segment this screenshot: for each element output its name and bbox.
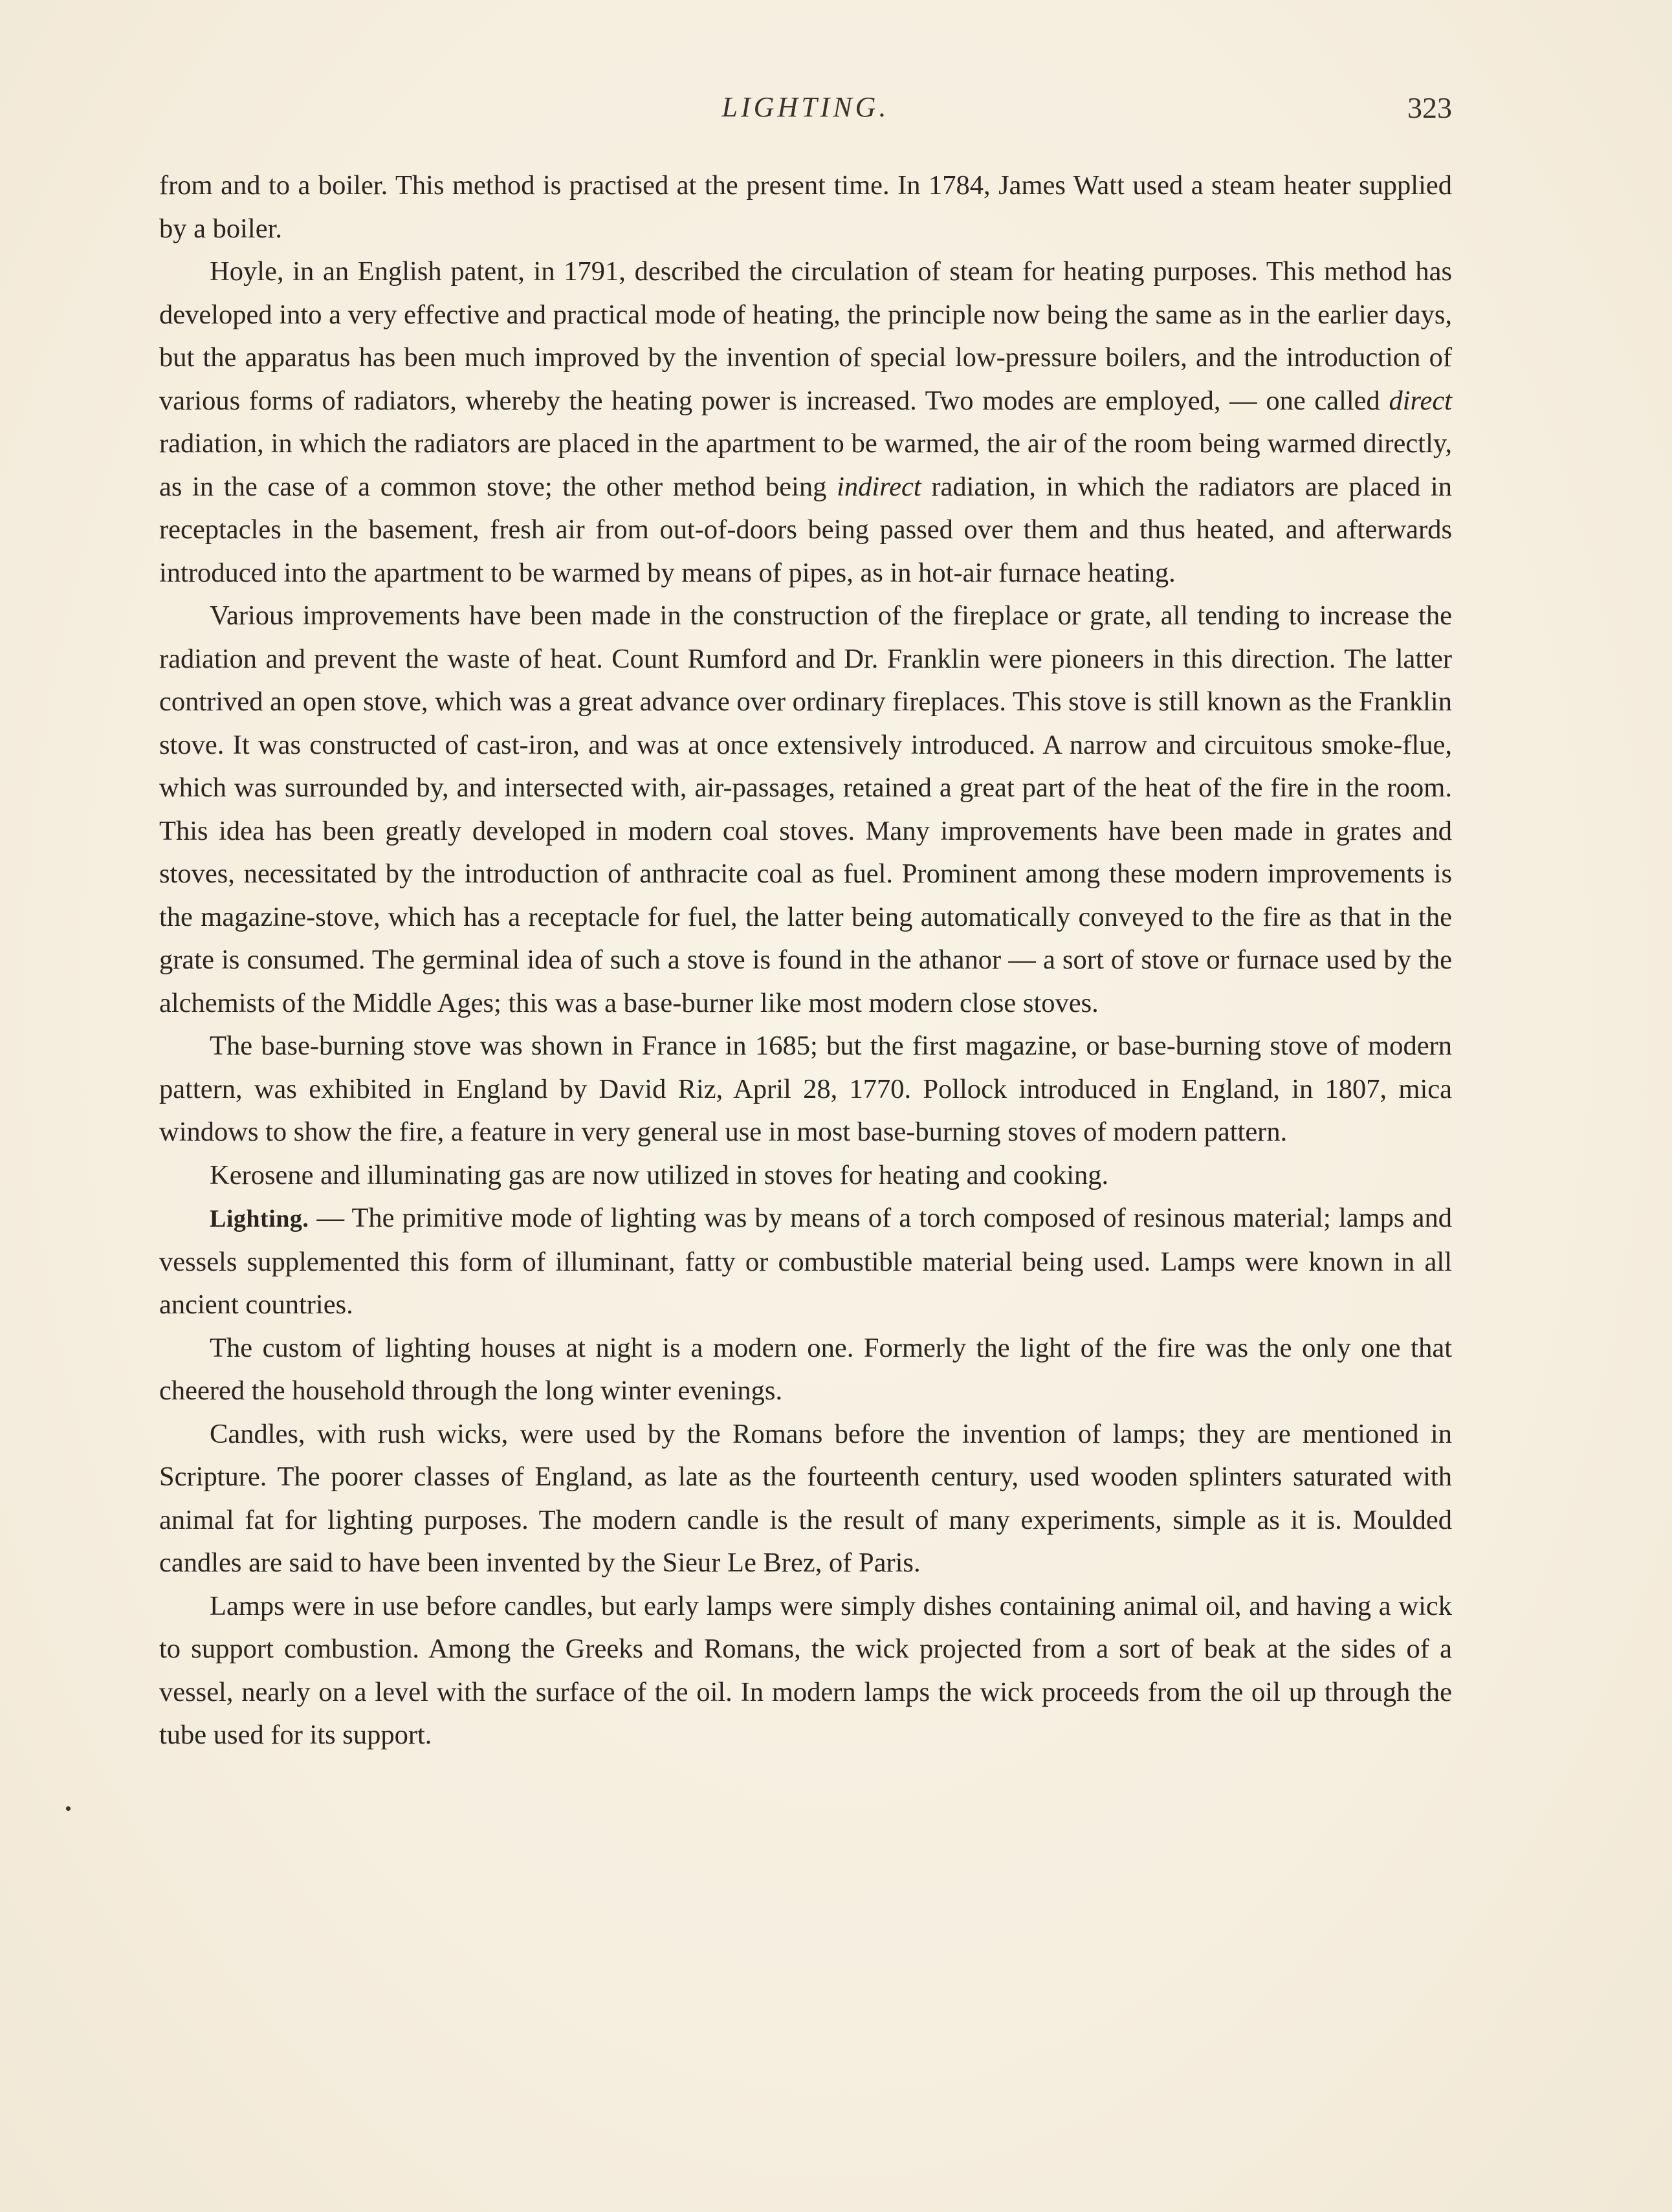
ink-speck xyxy=(66,1806,71,1811)
italic-term-direct: direct xyxy=(1389,385,1452,416)
paragraph-lighting xyxy=(159,1197,1452,1327)
running-title: LIGHTING. xyxy=(721,91,890,123)
paragraph-lamps: Lamps were in use before candles, but early lamps were simply dishes containing animal oil, and having a wick to support combustion. Among the Greeks and Romans, the wick projected from a sort of beak at the sides of a vessel, nearly on a level with the surface of the oil. In modern lamps the wick proceeds from the oil up through the tube used for its support. xyxy=(159,1590,1452,1750)
run-in-heading-lighting: Lighting. xyxy=(210,1205,309,1232)
paragraph-base-burning-stove: The base-burning stove was shown in France in 1685; but the first magazine, or base-burning stove of modern pattern, was exhibited in England by David Riz, April 28, 1770. Pollock introduced in England, in 1807, mica windows to show the fire, a feature in very general use in most base-burning stoves of modern pattern. xyxy=(159,1031,1452,1147)
body-text xyxy=(159,164,1452,1757)
paragraph-kerosene-gas: Kerosene and illuminating gas are now utilized in stoves for heating and cooking. xyxy=(210,1159,1109,1190)
paragraph-lighting-houses: The custom of lighting houses at night is a modern one. Formerly the light of the fire was the only one that cheered the household through the long winter evenings. xyxy=(159,1332,1452,1406)
italic-term-indirect: indirect xyxy=(837,471,921,502)
paragraph-fireplace-improvements: Various improvements have been made in the construction of the fireplace or grate, all tending to increase the radiation and prevent the waste of heat. Count Rumford and Dr. Franklin were pioneers in this direction. The latter contrived an open stove, which was a great advance over ordinary fireplaces. This stove is still known as the Franklin stove. It was constructed of cast-iron, and was at once extensively introduced. A narrow and circuitous smoke-flue, which was surrounded by, and intersected with, air-passages, retained a great part of the heat of the fire in the room. This idea has been greatly developed in modern coal stoves. Many improvements have been made in grates and stoves, necessitated by the introduction of anthracite coal as fuel. Prominent among these modern improvements is the magazine-stove, which has a receptacle for fuel, the latter being automatically conveyed to the fire as that in the grate is consumed. The germinal idea of such a stove is found in the athanor — a sort of stove or furnace used by the alchemists of the Middle Ages; this was a base-burner like most modern close stoves. xyxy=(159,600,1452,1018)
paragraph-text: — The primitive mode of lighting was by means of a torch composed of resinous material; lamps and vessels supplemented this form of illuminant, fatty or combustible material being used. Lamps were known in all ancient countries. xyxy=(159,1203,1452,1320)
paragraph-text: radiation, in which the radiators are placed in receptacles in the basement, fresh air from out-of-doors being passed over them and thus heated, and afterwards introduced into the apartment to be warmed by means of pipes, as in hot-air furnace heating. xyxy=(159,471,1452,588)
paragraph-hoyle-steam-heating xyxy=(159,250,1452,595)
page-number: 323 xyxy=(1407,91,1452,124)
paragraph-text: Hoyle, in an English patent, in 1791, described the circulation of steam for heating purposes. This method has developed into a very effective and practical mode of heating, the principle now being the same as in the earlier days, but the apparatus has been much improved by the invention of special low-pressure boilers, and the introduction of various forms of radiators, whereby the heating power is increased. Two modes are employed, — one called xyxy=(159,256,1452,416)
running-head xyxy=(159,91,1452,136)
paragraph-candles: Candles, with rush wicks, were used by the Romans before the invention of lamps; they are mentioned in Scripture. The poorer classes of England, as late as the fourteenth century, used wooden splinters saturated with animal fat for lighting purposes. The modern candle is the result of many experiments, simple as it is. Moulded candles are said to have been invented by the Sieur Le Brez, of Paris. xyxy=(159,1418,1452,1578)
paragraph-boiler-continuation: from and to a boiler. This method is practised at the present time. In 1784, James Watt used a steam heater supplied by a boiler. xyxy=(159,170,1452,244)
paragraph-text: radiation, in which the radiators are placed in the apartment to be warmed, the air of the room being warmed directly, as in the case of a common stove; the other method being xyxy=(159,428,1452,502)
